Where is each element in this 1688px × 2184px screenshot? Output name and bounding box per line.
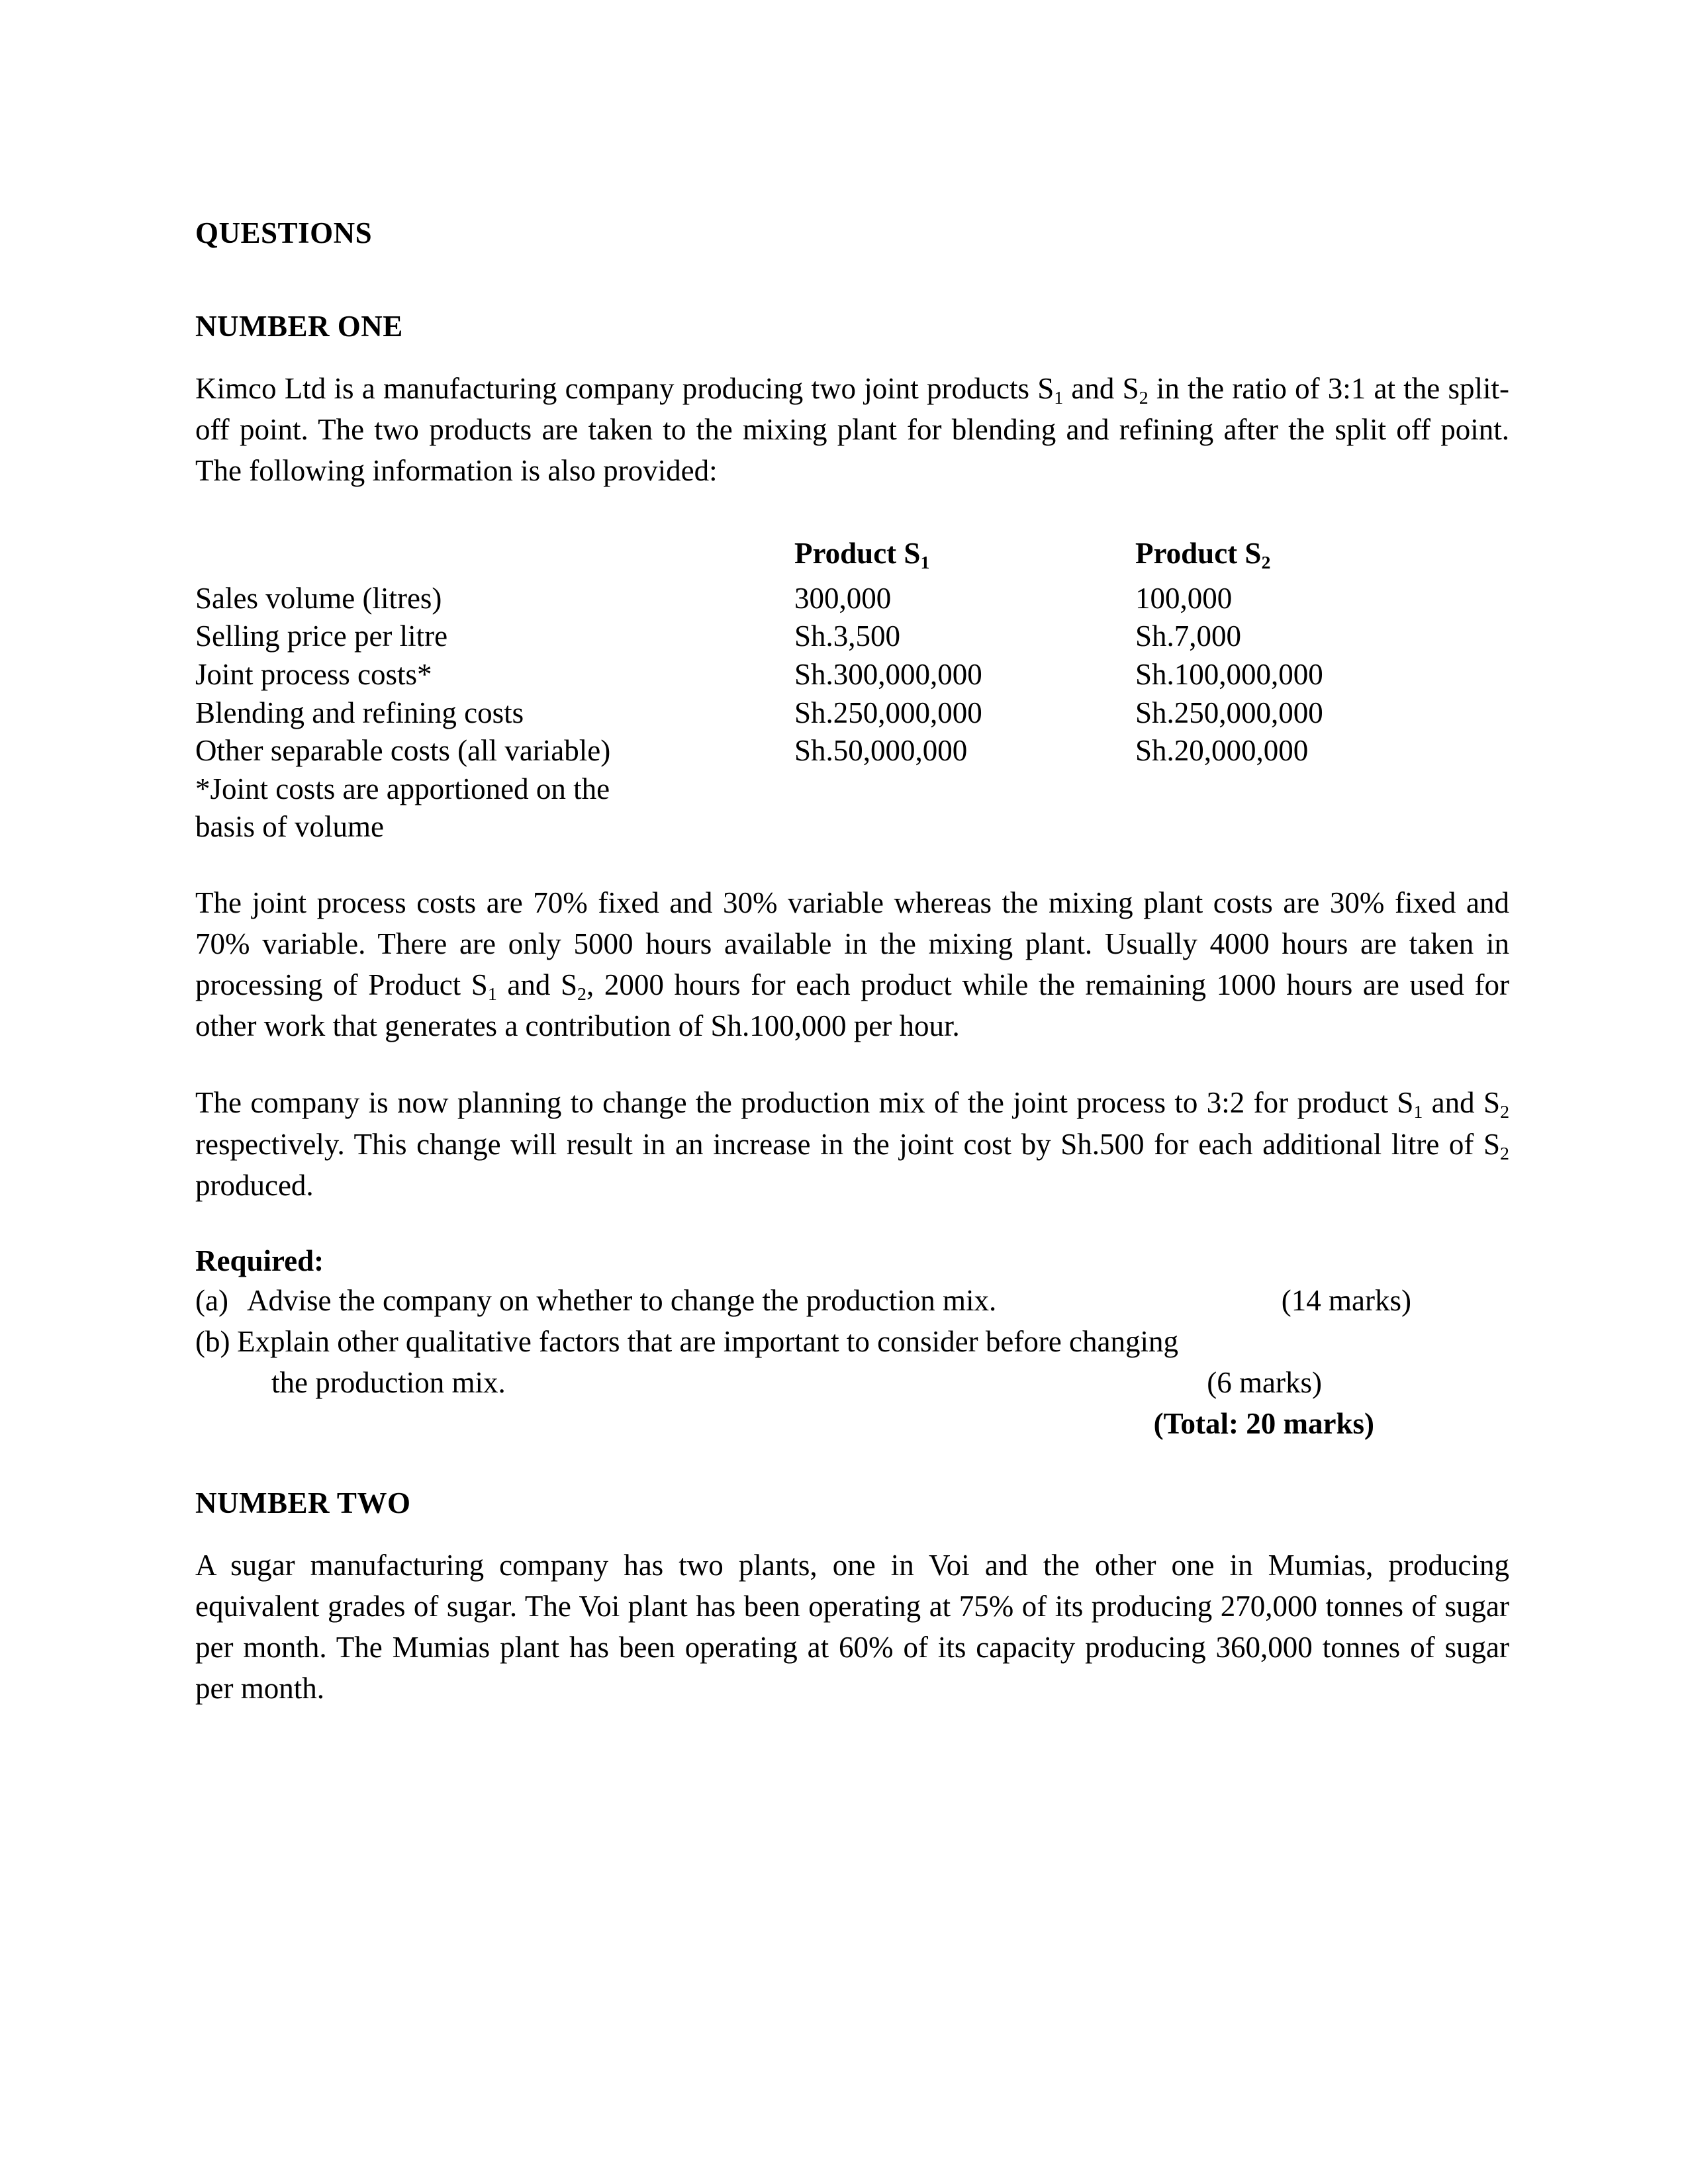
row-value-s2: 100,000 xyxy=(1135,581,1233,615)
subscript-s1: 1 xyxy=(1413,1102,1423,1123)
mix-text-part-2: and S xyxy=(1423,1086,1501,1120)
required-item-b xyxy=(195,1321,1509,1403)
question-two-paragraph: A sugar manufacturing company has two plants, one in Voi and the other one in Mumias, producing equivalent grades of sugar. The Voi plant has been operating at 75% of its producing 270,000 tonnes of sugar per month. The Mumias plant has been operating at 60% of its capacity producing 360,000 tonnes of sugar per month. xyxy=(195,1548,1509,1705)
item-b-body xyxy=(237,1321,1509,1403)
row-label: Blending and refining costs xyxy=(195,696,524,729)
table-row xyxy=(195,732,1509,770)
costs-text-part-3: , 2000 hours for each product while the remaining 1000 hours are used for other work that generates a contribution of Sh.100,000 per hour. xyxy=(195,968,1509,1043)
table-header-product-s2 xyxy=(1135,535,1509,580)
question-one-costs-paragraph xyxy=(195,882,1509,1046)
item-b-marker: (b) xyxy=(195,1325,230,1359)
costs-text-part-2: and S xyxy=(496,968,578,1002)
subscript-s2-b: 2 xyxy=(1500,1143,1509,1164)
row-value-s1: Sh.50,000,000 xyxy=(794,734,968,768)
product-data-table xyxy=(195,535,1509,770)
row-label: Other separable costs (all variable) xyxy=(195,734,611,768)
table-row xyxy=(195,617,1509,656)
header-s1-text: Product S xyxy=(794,537,921,570)
row-value-s1: Sh.250,000,000 xyxy=(794,696,982,729)
mix-text-part-4: produced. xyxy=(195,1168,314,1202)
row-value-s2: Sh.250,000,000 xyxy=(1135,696,1323,729)
item-a-body xyxy=(247,1280,1509,1321)
spacer xyxy=(195,248,1509,312)
item-a-marker: (a) xyxy=(195,1284,228,1318)
table-row xyxy=(195,656,1509,694)
item-a-marks: (14 marks) xyxy=(1281,1284,1411,1318)
spacer xyxy=(195,846,1509,882)
footnote-line-2: basis of volume xyxy=(195,810,384,844)
item-b-text-line-2: the production mix. xyxy=(271,1366,506,1400)
item-a-text: Advise the company on whether to change the production mix. xyxy=(247,1284,997,1318)
item-b-text-line-1: Explain other qualitative factors that are important to consider before changing xyxy=(237,1325,1178,1359)
question-one-mix-paragraph xyxy=(195,1082,1509,1205)
document-content xyxy=(195,218,1509,1709)
table-footnote xyxy=(195,770,778,846)
section-heading-number-one: NUMBER ONE xyxy=(195,310,403,343)
row-value-s1: Sh.300,000,000 xyxy=(794,658,982,692)
table-header-row xyxy=(195,535,1509,580)
item-b-marks: (6 marks) xyxy=(1207,1366,1322,1400)
required-item-a xyxy=(195,1280,1509,1321)
question-one-intro-paragraph xyxy=(195,368,1509,491)
intro-text-part-3: in the ratio of 3:1 at the split-off point. The two products are taken to the mixing plant for blending and refining after the split off point. The following information is also provided: xyxy=(195,372,1509,488)
spacer xyxy=(195,341,1509,368)
subscript-s2: 2 xyxy=(1500,1102,1510,1123)
mix-text-part-1: The company is now planning to change the production mix of the joint process to 3:2 for product S xyxy=(195,1086,1414,1120)
spacer xyxy=(195,1518,1509,1545)
subscript-s2: 2 xyxy=(577,984,586,1005)
costs-text-part-1: The joint process costs are 70% fixed and 30% variable whereas the mixing plant costs are 30% fixed and 70% variable. There are only 5000 hours available in the mixing plant. Usually 4000 hours are taken in processing of Product S xyxy=(195,886,1509,1002)
header-s2-text: Product S xyxy=(1135,537,1262,570)
row-value-s1: 300,000 xyxy=(794,581,892,615)
subscript-s1: 1 xyxy=(487,984,497,1005)
table-body xyxy=(195,580,1509,770)
subscript-s2: 2 xyxy=(1139,387,1149,408)
row-value-s2: Sh.20,000,000 xyxy=(1135,734,1309,768)
item-b-line-2 xyxy=(237,1362,1509,1403)
table-row xyxy=(195,694,1509,733)
spacer xyxy=(195,1046,1509,1082)
row-value-s2: Sh.100,000,000 xyxy=(1135,658,1323,692)
table-header-label-cell xyxy=(195,535,794,580)
page-title: QUESTIONS xyxy=(195,216,373,250)
table-header-product-s1 xyxy=(794,535,1135,580)
footnote-line-1: *Joint costs are apportioned on the xyxy=(195,772,610,805)
mix-text-part-3: respectively. This change will result in an increase in the joint cost by Sh.500 for each additional litre of S xyxy=(195,1127,1501,1161)
spacer xyxy=(195,1445,1509,1488)
total-marks-line: (Total: 20 marks) xyxy=(1153,1407,1374,1441)
required-heading: Required: xyxy=(195,1244,324,1277)
header-s1-subscript: 1 xyxy=(920,553,930,574)
row-label: Sales volume (litres) xyxy=(195,581,442,615)
spacer xyxy=(195,491,1509,535)
header-s2-subscript: 2 xyxy=(1261,553,1271,574)
spacer xyxy=(195,1206,1509,1242)
intro-text-part-2: and S xyxy=(1063,372,1139,405)
section-heading-number-two: NUMBER TWO xyxy=(195,1486,411,1520)
row-value-s1: Sh.3,500 xyxy=(794,619,901,653)
item-a-line xyxy=(247,1280,1509,1321)
intro-text-part-1: Kimco Ltd is a manufacturing company producing two joint products S xyxy=(195,372,1055,405)
row-label: Selling price per litre xyxy=(195,619,448,653)
table-row xyxy=(195,580,1509,618)
subscript-s1: 1 xyxy=(1054,387,1064,408)
row-label: Joint process costs* xyxy=(195,658,432,692)
row-value-s2: Sh.7,000 xyxy=(1135,619,1242,653)
table-header xyxy=(195,535,1509,580)
